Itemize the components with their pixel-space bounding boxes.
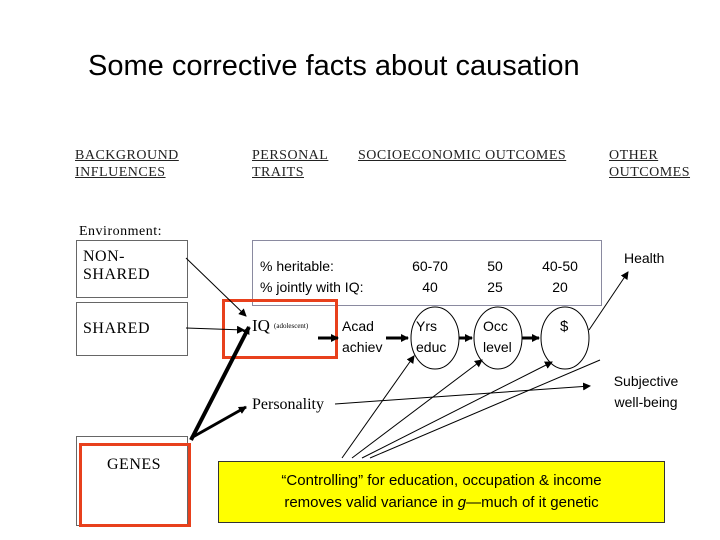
shared-to-iq-arrow	[186, 328, 244, 330]
note-g: g	[457, 494, 467, 511]
header-other-outcomes: OTHER OUTCOMES	[609, 148, 691, 180]
note-line-2	[219, 492, 664, 514]
nonshared-to-iq-arrow	[186, 258, 246, 316]
money-to-health-arrow	[589, 272, 628, 330]
nonshared-label: NON- SHARED	[83, 248, 151, 283]
iq-label: IQ	[252, 316, 270, 335]
educ-jointly-value: 25	[487, 279, 503, 295]
acad-jointly-value: 40	[422, 279, 438, 295]
yrs-educ-ellipse	[411, 307, 459, 369]
genes-to-educ-arrow	[342, 356, 414, 458]
personality-label: Personality	[252, 396, 324, 413]
genes-to-occ-arrow	[352, 360, 482, 458]
wellbeing-label: Subjective well-being	[613, 373, 679, 410]
acad-achiev-label: Acad achiev	[342, 318, 383, 355]
header-personal-traits: PERSONAL TRAITS	[252, 148, 329, 180]
genes-to-other-line	[370, 360, 600, 458]
money-label: $	[560, 318, 569, 335]
personality-to-wellbeing-arrow	[335, 386, 590, 404]
iq-sub-label: (adolescent)	[274, 322, 309, 330]
yrs-educ-label: Yrs educ	[416, 318, 447, 355]
environment-label: Environment:	[79, 224, 162, 239]
money-ellipse	[541, 307, 589, 369]
note-line-1: “Controlling” for education, occupation & income	[281, 472, 602, 489]
educ-heritable-value: 50	[487, 258, 503, 274]
header-background-influences: BACKGROUND INFLUENCES	[75, 148, 179, 180]
header-socioeconomic-outcomes: SOCIOECONOMIC OUTCOMES	[358, 148, 567, 163]
genes-label: GENES	[107, 456, 162, 473]
shared-label: SHARED	[83, 320, 151, 337]
occ-jointly-value: 20	[552, 279, 568, 295]
controlling-note	[218, 461, 665, 523]
occ-level-label: Occ level	[483, 318, 512, 355]
health-label: Health	[624, 250, 665, 266]
occ-level-ellipse	[474, 307, 522, 369]
jointly-label: % jointly with IQ:	[260, 279, 364, 295]
heritable-label: % heritable:	[260, 258, 334, 274]
note-line-2-post: —much of it genetic	[466, 494, 599, 511]
genes-to-money-arrow	[362, 362, 552, 458]
acad-heritable-value: 60-70	[412, 258, 448, 274]
occ-heritable-value: 40-50	[542, 258, 578, 274]
slide-title: Some corrective facts about causation	[88, 50, 580, 82]
note-line-2-pre: removes valid variance in	[284, 494, 458, 511]
